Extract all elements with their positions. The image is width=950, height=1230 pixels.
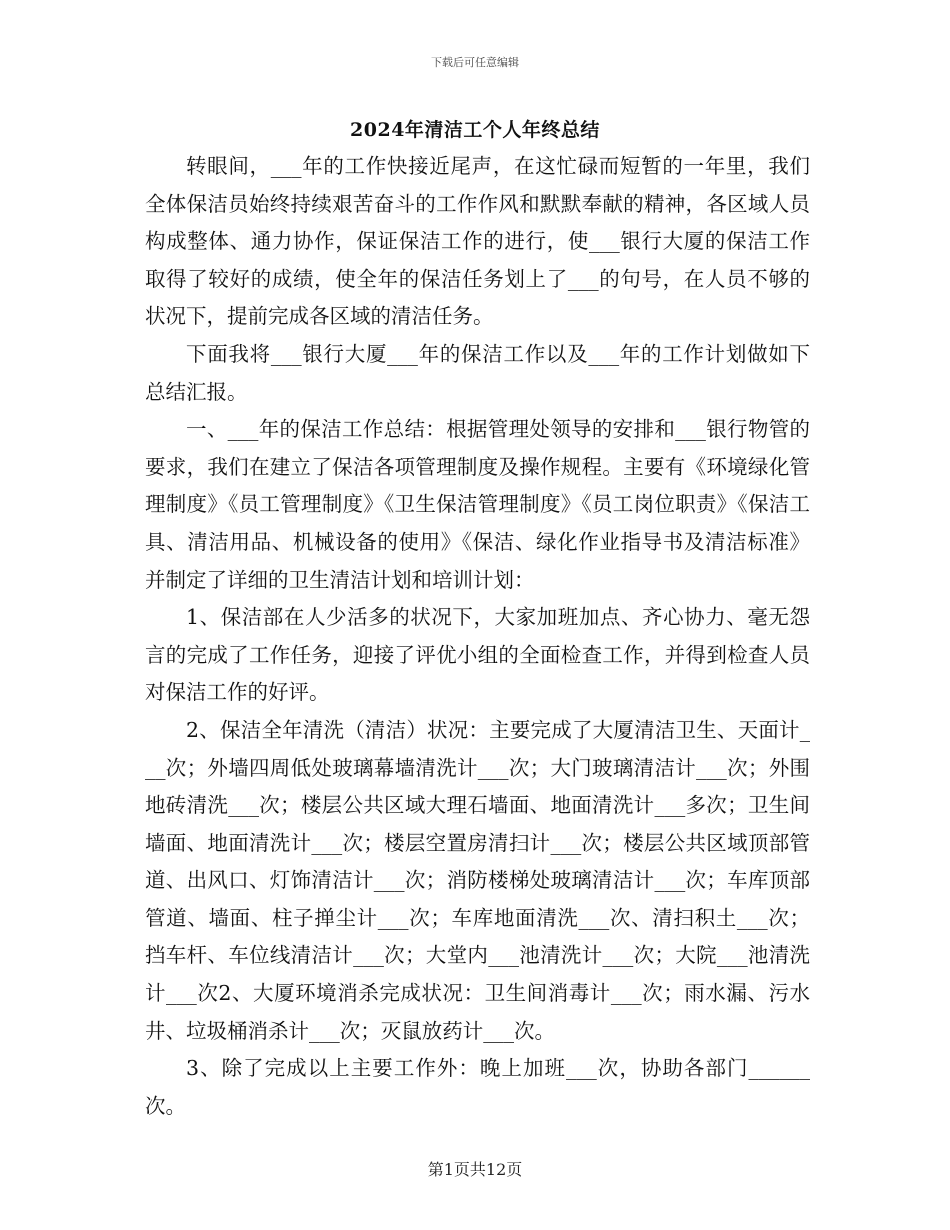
- paragraph-section-one: 一、___年的保洁工作总结：根据管理处领导的安排和___银行物管的要求，我们在建立了保洁各项管理制度及操作规程。主要有《环境绿化管理制度》《员工管理制度》《卫生保洁管理制度》《员工岗位职责》《保洁工具、清洁用品、机械设备的使用》《保洁、绿化作业指导书及清洁标准》并制定了详细的卫生清洁计划和培训计划：: [145, 417, 810, 592]
- paragraph-item-3: 3、除了完成以上主要工作外：晚上加班___次，协助各部门______次。: [145, 1056, 810, 1118]
- page-number: 第1页共12页: [427, 1160, 523, 1179]
- document-title: 2024年清洁工个人年终总结: [350, 119, 600, 141]
- paragraph-item-1: 1、保洁部在人少活多的状况下，大家加班加点、齐心协力、毫无怨言的完成了工作任务，迎接了评优小组的全面检查工作，并得到检查人员对保洁工作的好评。: [145, 605, 810, 705]
- paragraph-report-intro: 下面我将___银行大厦___年的保洁工作以及___年的工作计划做如下总结汇报。: [145, 341, 810, 404]
- paragraph-intro: 转眼间，___年的工作快接近尾声，在这忙碌而短暂的一年里，我们全体保洁员始终持续艰苦奋斗的工作作风和默默奉献的精神，各区域人员构成整体、通力协作，保证保洁工作的进行，使___银行大厦的保洁工作取得了较好的成绩，使全年的保洁任务划上了___的句号，在人员不够的状况下，提前完成各区域的清洁任务。: [145, 154, 810, 329]
- paragraph-item-2: 2、保洁全年清洗（清洁）状况：主要完成了大厦清洁卫生、天面计___次；外墙四周低处玻璃幕墙清洗计___次；大门玻璃清洁计___次；外围地砖清洗___次；楼层公共区域大理石墙面、地面清洗计___多次；卫生间墙面、地面清洗计___次；楼层空置房清扫计___次；楼层公共区域顶部管道、出风口、灯饰清洁计___次；消防楼梯处玻璃清洁计___次；车库顶部管道、墙面、柱子掸尘计___次；车库地面清洗___次、清扫积土___次；挡车杆、车位线清洁计___次；大堂内___池清洗计___次；大院___池清洗计___次2、大厦环境消杀完成状况：卫生间消毒计___次；雨水漏、污水井、垃圾桶消杀计___次；灭鼠放药计___次。: [145, 717, 810, 1043]
- document-body: [145, 148, 810, 1125]
- header-note: 下载后可任意编辑: [431, 56, 519, 69]
